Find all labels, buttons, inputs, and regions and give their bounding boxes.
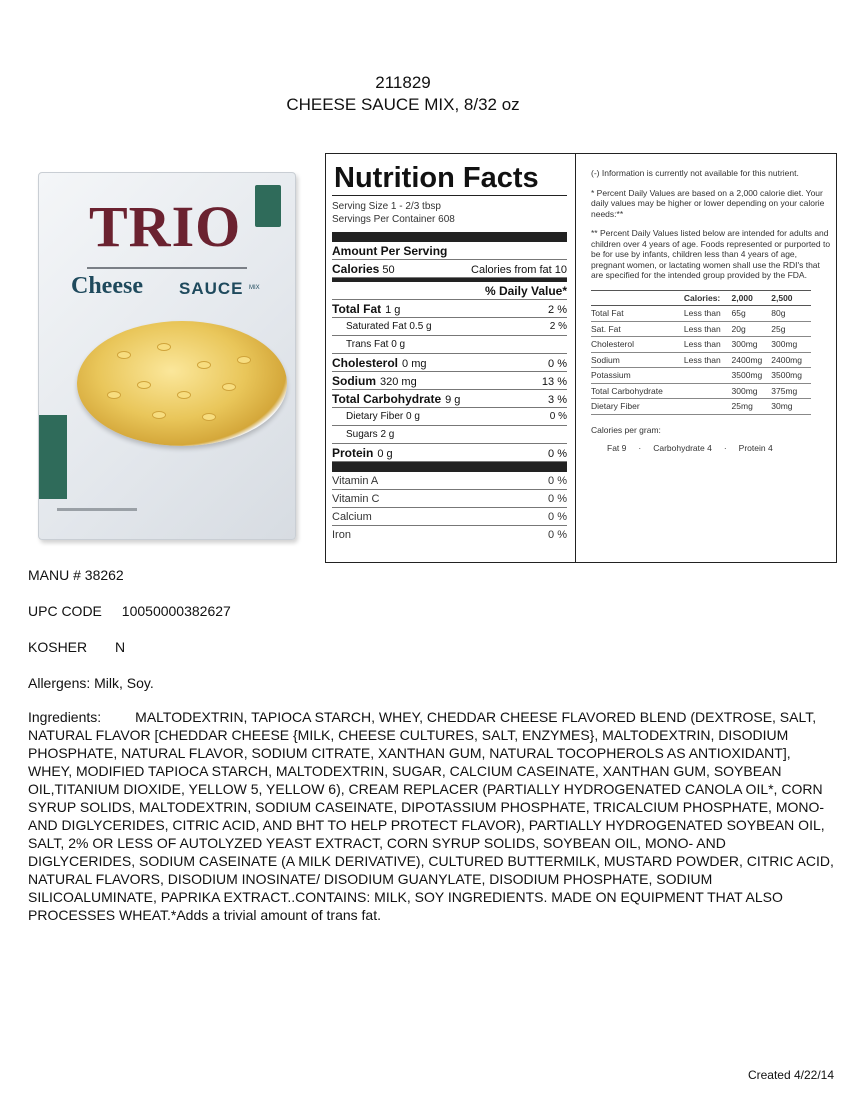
daily-value-header-row [332, 282, 567, 300]
nutrient-amount: 9 g [445, 394, 461, 406]
daily-value-table-heading: 2,000 [732, 290, 772, 306]
vitamin-row [332, 526, 567, 544]
calories-row [332, 260, 567, 278]
product-line-mix: MIX [249, 285, 260, 291]
daily-value-table-cell: 300mg [771, 337, 811, 353]
daily-value-table-heading: 2,500 [771, 290, 811, 306]
nutrient-name [332, 444, 393, 463]
calories-per-gram-item: Protein 4 [738, 443, 773, 453]
daily-value-table-cell: 20g [732, 321, 772, 337]
note-children: ** Percent Daily Values listed below are intended for adults and children over 4 years of age. Foods represented or purported to be for use by infants, children less than 4 years of age, pregnant women, or lactating women shall use the RDI's that are specified for the intended group provided by the FDA. [591, 228, 831, 280]
nutrient-row [332, 426, 567, 444]
nutrient-label: Total Fat [332, 302, 382, 316]
daily-value-table-row [591, 306, 811, 322]
calories-per-gram-item: Carbohydrate 4 [653, 443, 712, 453]
vitamin-rows [332, 472, 567, 544]
daily-value-table-cell: Less than [684, 321, 732, 337]
vitamin-label: Vitamin C [332, 493, 380, 505]
pasta-piece [152, 411, 166, 419]
nutrient-name: Sugars 2 g [346, 429, 395, 440]
pasta-piece [197, 361, 211, 369]
nutrient-amount: 1 g [385, 304, 401, 316]
daily-value-table-cell: Cholesterol [591, 337, 684, 353]
daily-value-table-cell: 375mg [771, 383, 811, 399]
pasta-piece [107, 391, 121, 399]
page-header [0, 72, 806, 116]
calories-per-gram-item: Fat 9 [607, 443, 627, 453]
upc-value: 10050000382627 [121, 603, 231, 619]
bag-bottom-strip [57, 508, 137, 511]
pasta-piece [202, 413, 216, 421]
nutrient-amount: 0 mg [402, 358, 427, 370]
divider-thick [332, 462, 567, 472]
created-date: Created 4/22/14 [747, 1068, 834, 1082]
daily-value-table-cell: 65g [732, 306, 772, 322]
daily-value-table-cell: 25g [771, 321, 811, 337]
kosher-value: N [115, 639, 126, 655]
daily-value-table-cell: 30mg [771, 399, 811, 415]
daily-value-table-cell: Dietary Fiber [591, 399, 684, 415]
nutrient-row [332, 390, 567, 408]
nutrient-row [332, 318, 567, 336]
upc-code-row [28, 602, 231, 620]
daily-value-table-cell: Less than [684, 352, 732, 368]
vitamin-row [332, 508, 567, 526]
amount-per-serving: Amount Per Serving [332, 244, 448, 258]
nutrition-label [332, 154, 567, 544]
daily-value-table-cell: 300mg [732, 337, 772, 353]
calories-per-gram-item: · [723, 443, 727, 453]
daily-value-table-cell: 25mg [732, 399, 772, 415]
ingredients-text: MALTODEXTRIN, TAPIOCA STARCH, WHEY, CHEDDAR CHEESE FLAVORED BLEND (DEXTROSE, SALT, NATURAL FLAVOR [CHEDDAR CHEESE {MILK, CHEESE CULTURES, SALT, ENZYMES}, MALTODEXTRIN, DISODIUM PHOSPHATE, NATURAL FLAVOR, SODIUM CITRATE, XANTHAN GUM, NATURAL TOCOPHEROLS AS ANTIOXIDANT], WHEY, MODIFIED TAPIOCA STARCH, MALTODEXTRIN, SUGAR, CALCIUM CASEINATE, XANTHAN GUM, SOYBEAN OIL,TITANIUM DIOXIDE, YELLOW 5, YELLOW 6), CREAM REPLACER (PARTIALLY HYDROGENATED CANOLA OIL*, CORN SYRUP SOLIDS, MALTODEXTRIN, SODIUM CASEINATE, DIPOTASSIUM PHOSPHATE, TRICALCIUM PHOSPHATE, MONO- AND DIGLYCERIDES, CITRIC ACID, AND BHT TO HELP PROTECT FLAVOR), PARTIALLY HYDROGENATED SOYBEAN OIL, SALT, 2% OR LESS OF AUTOLYZED YEAST EXTRACT, CORN SYRUP SOLIDS, SOYBEAN OIL, MONO- AND DIGLYCERIDES, SODIUM CASEINATE (A MILK DERIVATIVE), CULTURED BUTTERMILK, MUSTARD POWDER, CITRIC ACID, NATURAL FLAVORS, DISODIUM INOSINATE/ DISODIUM GUANYLATE, DISODIUM PHOSPHATE, SODIUM SILICOALUMINATE, PAPRIKA EXTRACT..CONTAINS: MILK, SOY INGREDIENTS. MADE ON EQUIPMENT THAT ALSO PROCESSES WHEAT.*Adds a trivial amount of trans fat. [28, 709, 834, 923]
daily-value-table-cell: 3500mg [732, 368, 772, 384]
nutrient-row [332, 372, 567, 390]
nutrition-facts-panel [325, 153, 837, 563]
nutrient-daily-value: 0 % [549, 411, 567, 422]
daily-value-table-body [591, 306, 811, 415]
calories-per-gram-values [591, 443, 831, 454]
note-percent: * Percent Daily Values are based on a 2,000 calorie diet. Your daily values may be higher or lower depending on your calorie needs:** [591, 187, 825, 219]
daily-value-table-row [591, 352, 811, 368]
vitamin-daily-value: 0 % [548, 529, 567, 541]
nutrient-daily-value: 3 % [548, 394, 567, 406]
nutrient-daily-value: 2 % [548, 304, 567, 316]
pasta-piece [177, 391, 191, 399]
vitamin-row [332, 490, 567, 508]
daily-value-table-cell: 3500mg [771, 368, 811, 384]
daily-value-table-row [591, 383, 811, 399]
manu-number: MANU # 38262 [28, 567, 124, 583]
nutrient-name: Dietary Fiber 0 g [346, 411, 420, 422]
pasta-piece [137, 381, 151, 389]
nutrient-daily-value: 0 % [548, 448, 567, 460]
daily-value-table-cell: Less than [684, 306, 732, 322]
daily-value-table-cell: Sodium [591, 352, 684, 368]
nutrient-label: Total Carbohydrate [332, 392, 442, 406]
nutrient-row [332, 408, 567, 426]
daily-value-table-cell: Less than [684, 337, 732, 353]
bowl-of-pasta [77, 321, 287, 446]
daily-value-table-cell [684, 399, 732, 415]
daily-value-header: % Daily Value* [484, 284, 567, 298]
daily-value-table-heading [591, 290, 684, 306]
nutrient-name: Trans Fat 0 g [346, 339, 406, 350]
calories-from-fat: Calories from fat 10 [471, 264, 567, 276]
daily-value-table-cell: 2400mg [771, 352, 811, 368]
divider-thick [332, 232, 567, 242]
calories-value: 50 [382, 264, 395, 276]
daily-value-table-cell: Potassium [591, 368, 684, 384]
daily-value-table-row [591, 399, 811, 415]
nutrient-name: Saturated Fat 0.5 g [346, 321, 432, 332]
nutrient-name [332, 372, 417, 391]
product-bag [38, 172, 296, 540]
nutrient-label: Sodium [332, 374, 376, 388]
pasta-piece [157, 343, 171, 351]
daily-value-table-cell: 2400mg [732, 352, 772, 368]
upc-label: UPC CODE [28, 603, 102, 619]
item-number: 211829 [375, 73, 431, 92]
nutrient-label: Cholesterol [332, 356, 399, 370]
product-line-cheese: Cheese [71, 273, 143, 299]
nutrient-row [332, 354, 567, 372]
daily-value-table-cell: Sat. Fat [591, 321, 684, 337]
servings-per-container: Servings Per Container 608 [332, 214, 455, 225]
brand-underline [87, 267, 247, 269]
ingredients-block [28, 708, 836, 924]
kosher-row [28, 638, 125, 656]
pasta-piece [237, 356, 251, 364]
amount-per-serving-row [332, 242, 567, 260]
nutrient-daily-value: 0 % [548, 358, 567, 370]
nutrient-daily-value: 13 % [541, 376, 567, 388]
panel-divider [575, 154, 576, 562]
vitamin-daily-value: 0 % [548, 511, 567, 523]
daily-value-table-cell [684, 368, 732, 384]
vitamin-row [332, 472, 567, 490]
daily-value-table-cell: Total Carbohydrate [591, 383, 684, 399]
nutrient-row [332, 336, 567, 354]
daily-value-table-row [591, 337, 811, 353]
nutrient-name [332, 354, 426, 373]
pasta-piece [222, 383, 236, 391]
product-image [26, 140, 301, 545]
vitamin-label: Calcium [332, 511, 372, 523]
nutrient-name [332, 300, 400, 319]
brand-logo: TRIO [89, 194, 242, 259]
nutrient-row [332, 444, 567, 462]
vitamin-label: Iron [332, 529, 351, 541]
product-line-sauce: SAUCE [179, 279, 244, 298]
vitamin-daily-value: 0 % [548, 493, 567, 505]
daily-value-table-cell: 300mg [732, 383, 772, 399]
nutrition-title: Nutrition Facts [334, 162, 539, 194]
daily-value-table-row [591, 368, 811, 384]
divider [332, 195, 567, 196]
nutrient-label: Protein [332, 446, 374, 460]
note-unavailable: (-) Information is currently not available for this nutrient. [591, 168, 799, 178]
daily-value-table-cell: Total Fat [591, 306, 684, 322]
product-name: CHEESE SAUCE MIX, 8/32 oz [286, 95, 520, 114]
daily-value-table-cell: 80g [771, 306, 811, 322]
daily-value-table [591, 290, 811, 415]
calories-per-gram-label: Calories per gram: [591, 424, 661, 435]
nutrient-name [332, 390, 460, 409]
nutrient-row [332, 300, 567, 318]
ingredients-label: Ingredients: [28, 709, 102, 725]
nutrient-daily-value: 2 % [549, 321, 567, 332]
nutrient-amount: 320 mg [380, 376, 417, 388]
daily-value-table-header [591, 290, 811, 306]
pasta-piece [117, 351, 131, 359]
daily-value-table-heading: Calories: [684, 290, 732, 306]
allergens: Allergens: Milk, Soy. [28, 675, 154, 691]
nutrient-rows [332, 300, 567, 462]
nutrient-amount: 0 g [377, 448, 393, 460]
calories-label: Calories [332, 262, 380, 276]
vitamin-daily-value: 0 % [548, 475, 567, 487]
daily-value-table-row [591, 321, 811, 337]
bag-corner-label [255, 185, 281, 227]
serving-size: Serving Size 1 - 2/3 tbsp [332, 201, 441, 212]
daily-value-table-cell [684, 383, 732, 399]
kosher-label: KOSHER [28, 639, 88, 655]
calories-per-gram-item: · [638, 443, 642, 453]
nutrition-footnotes [591, 168, 831, 454]
vitamin-label: Vitamin A [332, 475, 379, 487]
bag-side-panel [39, 415, 67, 499]
